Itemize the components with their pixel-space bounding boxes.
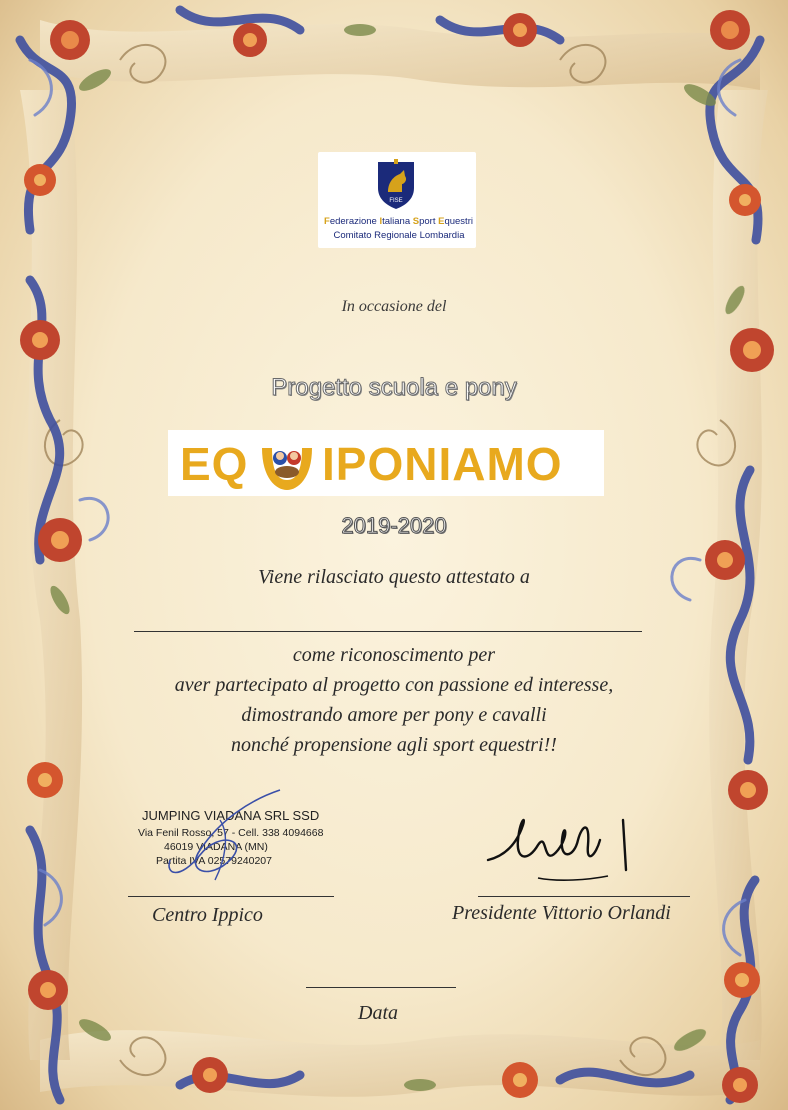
- stamp-vat: Partita IVA 02579240207: [156, 855, 272, 867]
- date-label: Data: [358, 1002, 398, 1024]
- president-signature-line: [478, 896, 690, 897]
- date-line: [306, 987, 456, 988]
- fise-shield-icon: [374, 158, 418, 210]
- issued-to-text: Viene rilasciato questo attestato a: [258, 566, 530, 588]
- recipient-name-line: [134, 631, 642, 632]
- stamp-title: JUMPING VIADANA SRL SSD: [142, 808, 320, 823]
- banner-text-right: IPONIAMO: [322, 438, 563, 490]
- president-signature: [478, 800, 658, 890]
- stamp-address: Via Fenil Rosso, 57 - Cell. 338 4094668: [138, 827, 324, 839]
- body-line-1: come riconoscimento per: [292, 644, 496, 666]
- banner-text-left: EQ: [180, 438, 249, 490]
- project-title: Progetto scuola e pony: [271, 374, 517, 401]
- centro-signature: [160, 780, 300, 890]
- school-year: 2019-2020: [341, 513, 447, 538]
- fise-name: Federazione Italiana Sport Equestri: [324, 216, 473, 227]
- body-line-4: nonché propensione agli sport equestri!!: [231, 734, 557, 756]
- fise-logo: [318, 152, 476, 248]
- body-line-3: dimostrando amore per pony e cavalli: [241, 704, 547, 726]
- fise-shield-text: FISE: [389, 198, 403, 204]
- body-line-2: aver partecipato al progetto con passione ed interesse,: [174, 674, 614, 696]
- stamp-city: 46019 VIADANA (MN): [164, 841, 268, 853]
- centro-ippico-label: Centro Ippico: [152, 904, 263, 926]
- centro-signature-line: [128, 896, 334, 897]
- children-on-pony-icon: [256, 438, 318, 494]
- president-label: Presidente Vittorio Orlandi: [452, 902, 671, 924]
- fise-committee: Comitato Regionale Lombardia: [333, 230, 465, 241]
- intro-text: In occasione del: [341, 298, 447, 315]
